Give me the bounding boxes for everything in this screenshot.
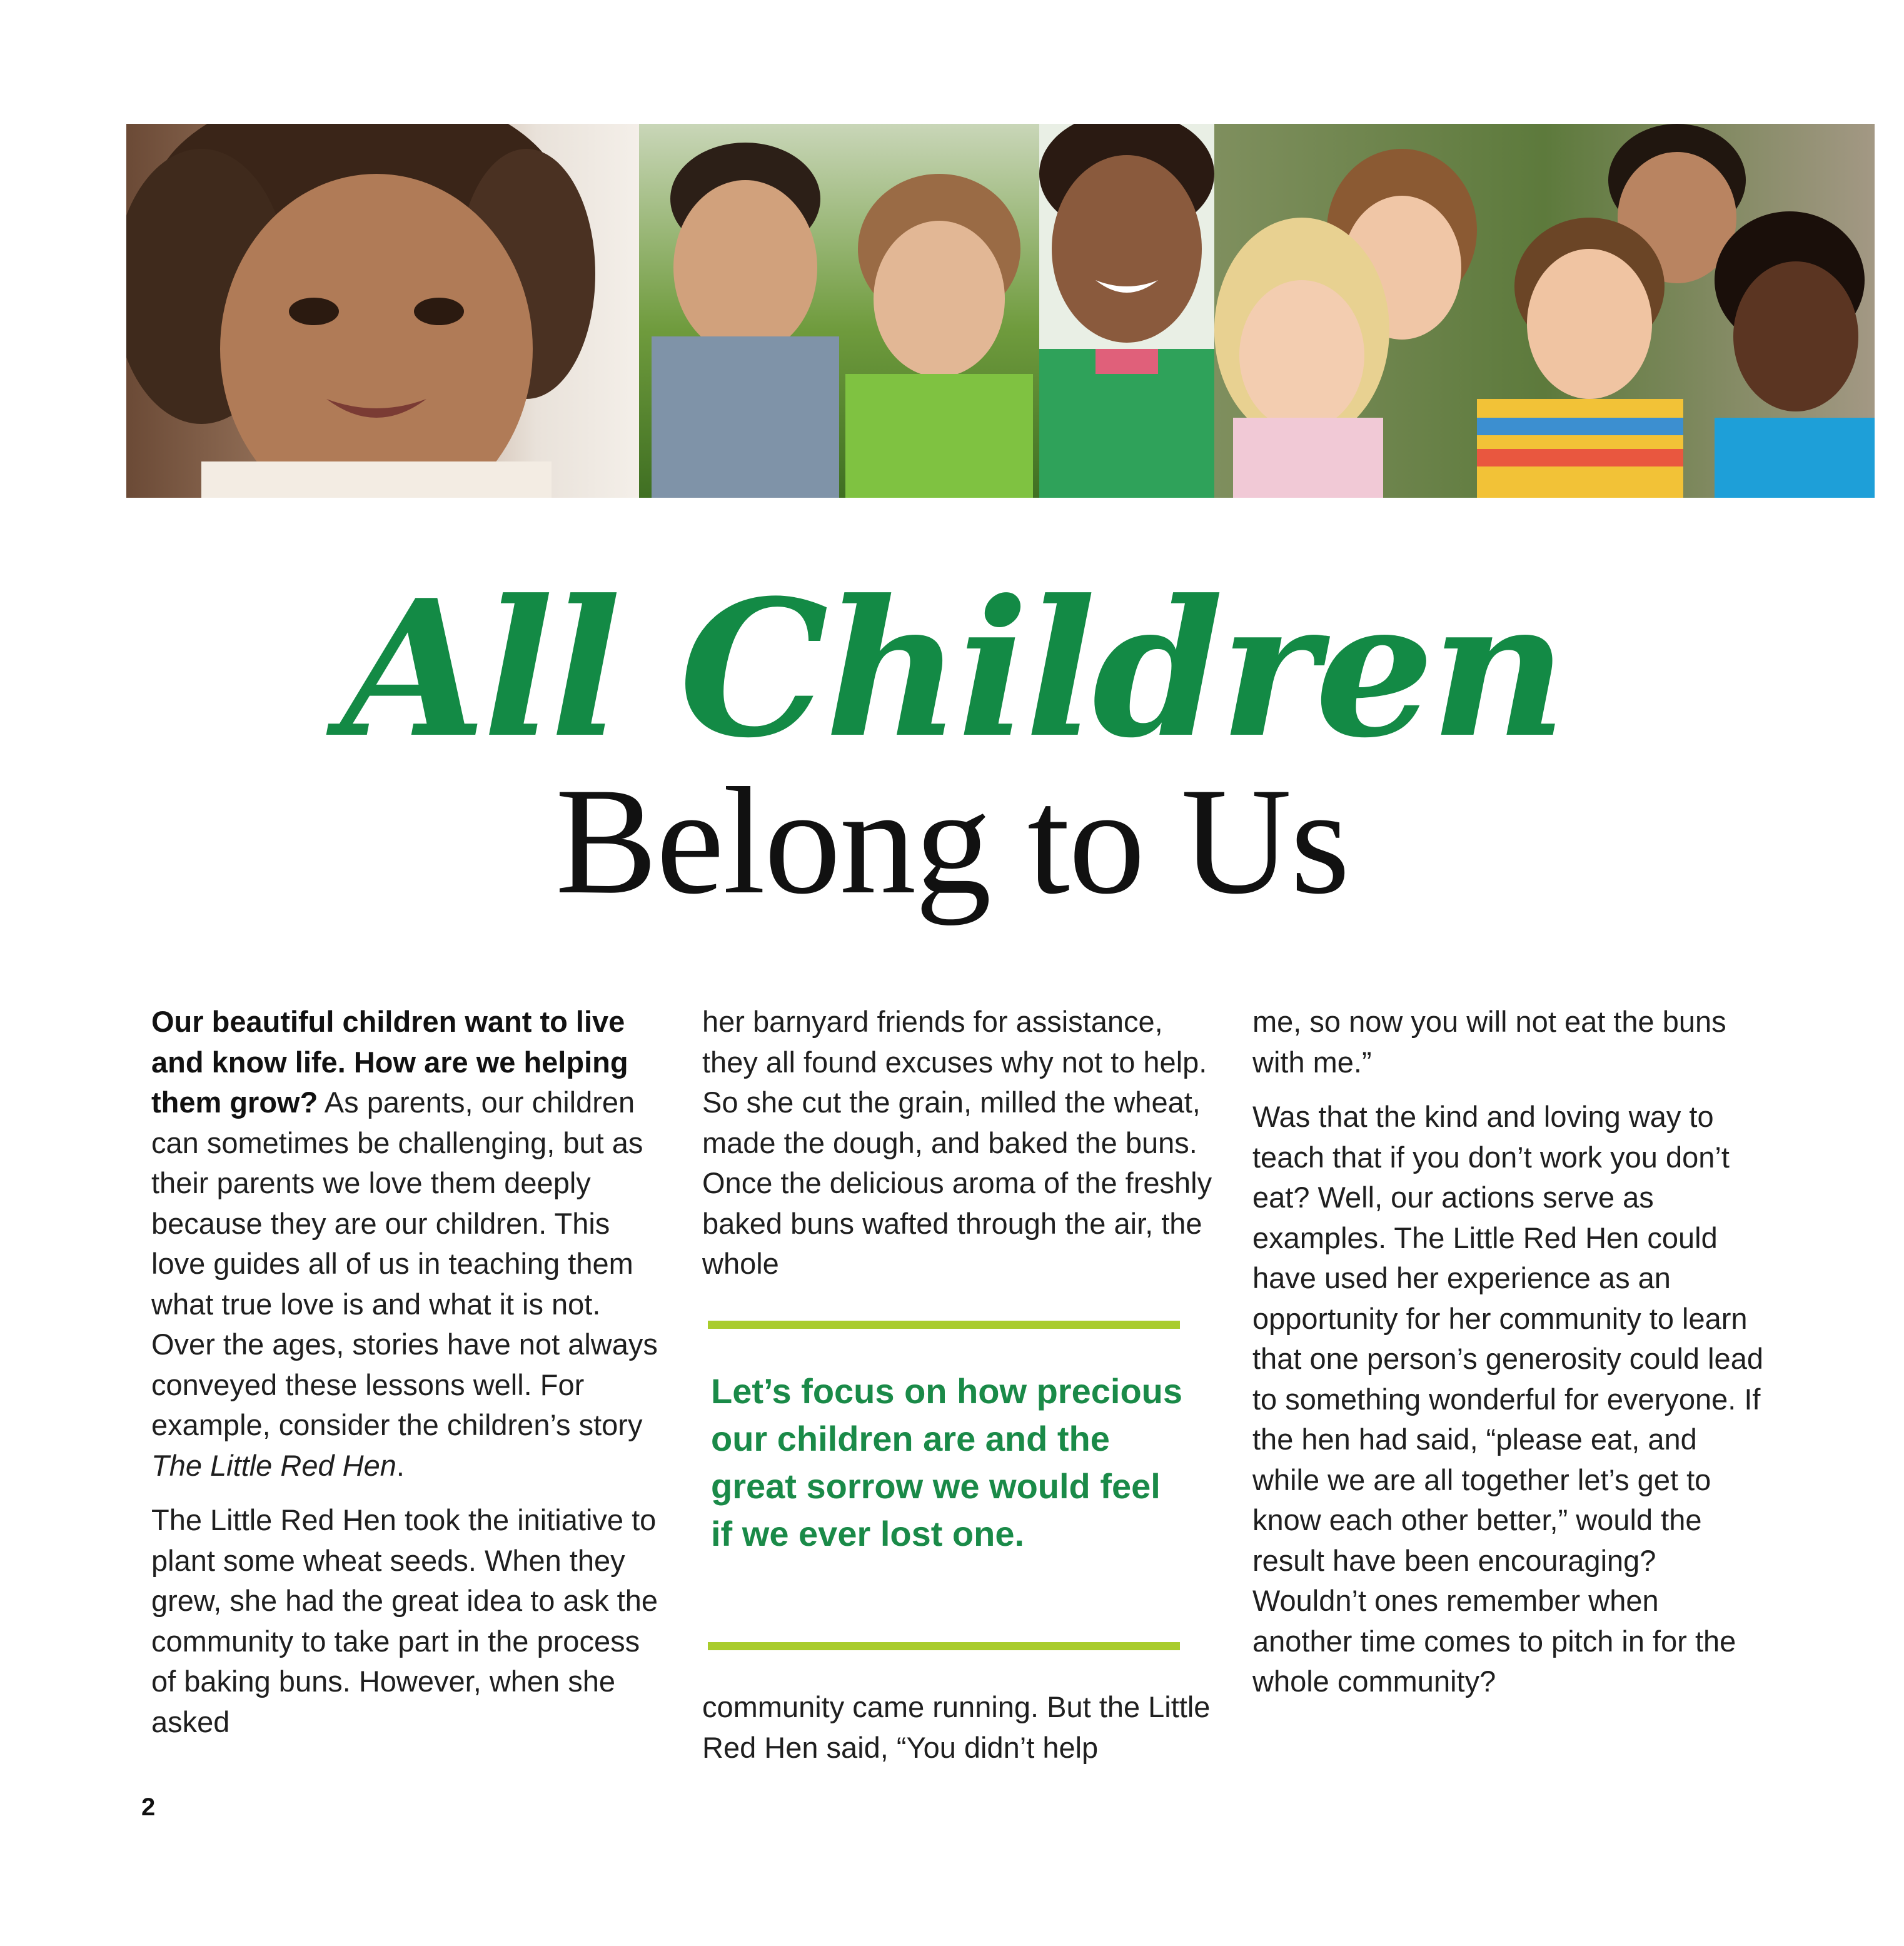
paragraph: her barnyard friends for assistance, they all found excuses why not to help. So she cut the grain, milled the wheat, made the dough, and baked the buns. Once the delicious aroma of the freshly baked buns wafted through the air, the whole xyxy=(702,1005,1212,1280)
headline-line-1: All Children xyxy=(341,558,1563,779)
pull-quote-rule-top xyxy=(708,1321,1180,1329)
article-column-1 xyxy=(151,1002,664,1742)
smiling-child-photo xyxy=(1039,124,1214,498)
group-of-children-photo xyxy=(1214,124,1875,498)
pull-quote-rule-bottom xyxy=(708,1642,1180,1650)
paragraph: Was that the kind and loving way to teach that if you don’t work you don’t eat? Well, our actions serve as examples. The Little Red Hen could have used her experience as an opportunity for her community to learn that one person’s generosity could lead to something wonderful for everyone. If the hen had said, “please eat, and while we are all together let’s get to know each other better,” would the result have been encouraging? Wouldn’t ones remember when another time comes to pitch in for the whole community? xyxy=(1252,1100,1763,1698)
toddler-portrait-photo xyxy=(126,124,639,498)
paragraph: The Little Red Hen took the initiative to plant some wheat seeds. When they grew, she had the great idea to ask the community to take part in the process of baking buns. However, when she asked xyxy=(151,1503,658,1738)
article-column-3 xyxy=(1252,1002,1765,1702)
paragraph: me, so now you will not eat the buns with me.” xyxy=(1252,1005,1726,1079)
intro-end-punctuation: . xyxy=(396,1448,405,1482)
paragraph: community came running. But the Little Red Hen said, “You didn’t help xyxy=(702,1690,1211,1764)
page-number: 2 xyxy=(141,1793,156,1821)
story-title: The Little Red Hen xyxy=(151,1448,396,1482)
article-column-2-bottom xyxy=(702,1687,1215,1768)
two-children-lying-on-grass-photo xyxy=(639,124,1039,498)
headline-line-2: Belong to Us xyxy=(555,756,1349,925)
intro-body-text: As parents, our children can sometimes be challenging, but as their parents we love them deeply because they are our children. This love guides all of us in teaching them what true love is and what it is not. Over the ages, stories have not always conveyed these lessons well. For example, consider the children’s story xyxy=(151,1086,658,1441)
intro-paragraph xyxy=(151,1002,664,1486)
pull-quote: Let’s focus on how precious our children are and the great sorrow we would feel if we ever lost one. xyxy=(711,1371,1183,1553)
lead-in-text: Our beautiful children want to live and know life. How are we helping them grow? xyxy=(151,1005,628,1119)
article-column-2-top xyxy=(702,1002,1215,1284)
photo-banner xyxy=(126,124,1875,498)
